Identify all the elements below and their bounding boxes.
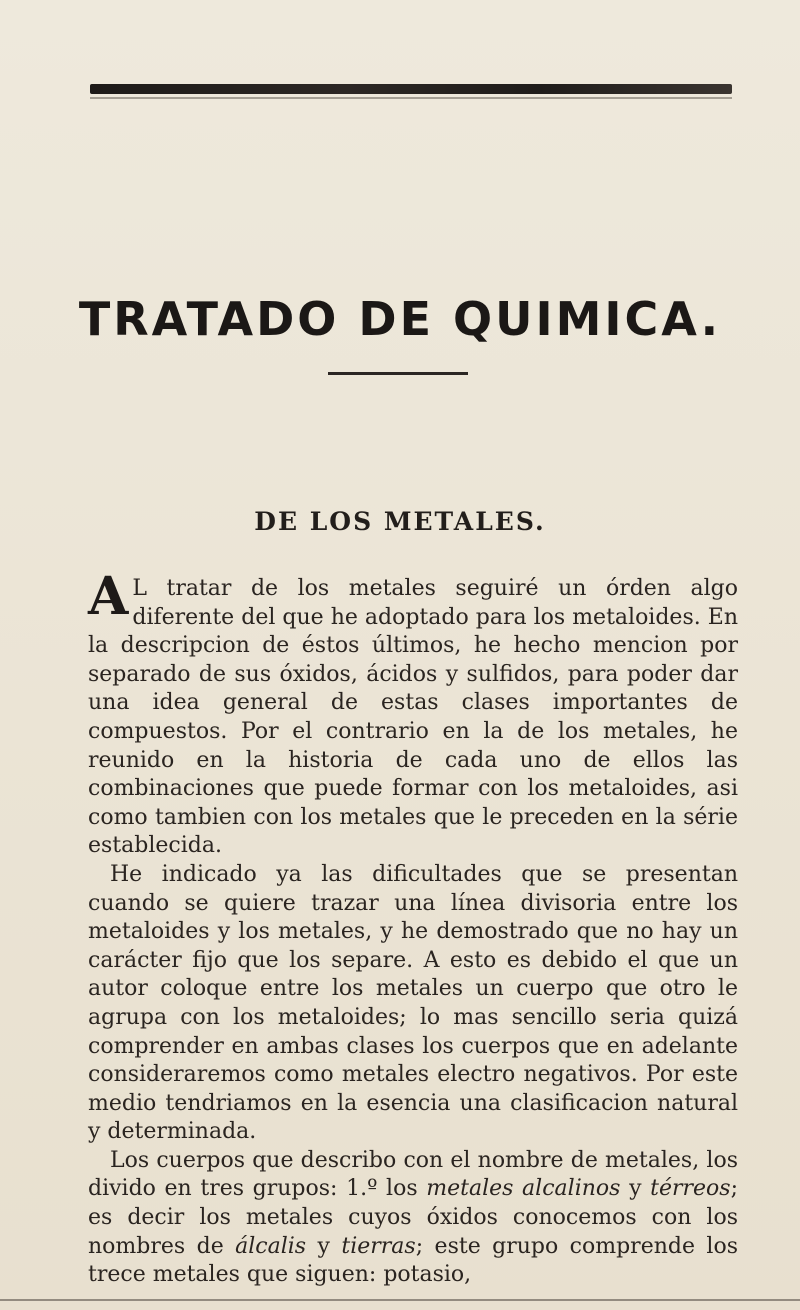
p3-part2: y [620,1176,651,1202]
p3-part1: Los cuerpos que describo con el nombre de metales, los divido en tres grupos: 1.º los [88,1147,738,1202]
top-decorative-rule [90,84,732,94]
paragraph-3 [88,1147,738,1290]
term-alcalis: álcalis [235,1233,307,1259]
p3-part4: y [306,1233,342,1259]
bottom-edge-rule [0,1299,800,1301]
term-tierras: tierras [341,1233,416,1259]
top-thin-rule [90,97,732,99]
term-metales-alcalinos: metales alcalinos [426,1176,621,1202]
paragraph-1-opening: L [132,576,147,601]
p3-part5: ; este grupo comprende los trece metales que siguen: potasio, [88,1233,738,1288]
p3-part3: ; es decir los metales cuyos óxidos conocemos con los nombres de [88,1176,738,1259]
book-title: TRATADO DE QUIMICA. [78,292,722,346]
paragraph-1-text: tratar de los metales seguiré un órden algo diferente del que he adoptado para los metaloides. En la descripcion de éstos últimos, he hecho mencion por separado de sus óxidos, ácidos y sulfidos, para poder dar una idea general de estas clases importantes de compuestos. Por el contrario en la de los metales, he reunido en la historia de cada uno de ellos las combinaciones que puede formar con los metaloides, asi como tambien con los metales que le preceden en la série establecida. [88,576,738,859]
term-terreos: térreos [650,1176,731,1202]
title-underline [328,372,468,375]
section-heading: DE LOS METALES. [254,507,546,536]
paragraph-2: He indicado ya las dificultades que se presentan cuando se quiere trazar una línea divisoria entre los metaloides y los metales, y he demostrado que no hay un carácter fijo que los separe. A esto es debido el que un autor coloque entre los metales un cuerpo que otro le agrupa con los metaloides; lo mas sencillo seria quizá comprender en ambas clases los cuerpos que en adelante consideraremos como metales electro negativos. Por este medio tendriamos en la esencia una clasificacion natural y determinada. [88,861,738,1145]
drop-cap: A [88,566,129,627]
body-text [88,566,738,1290]
paragraph-1 [88,566,738,861]
